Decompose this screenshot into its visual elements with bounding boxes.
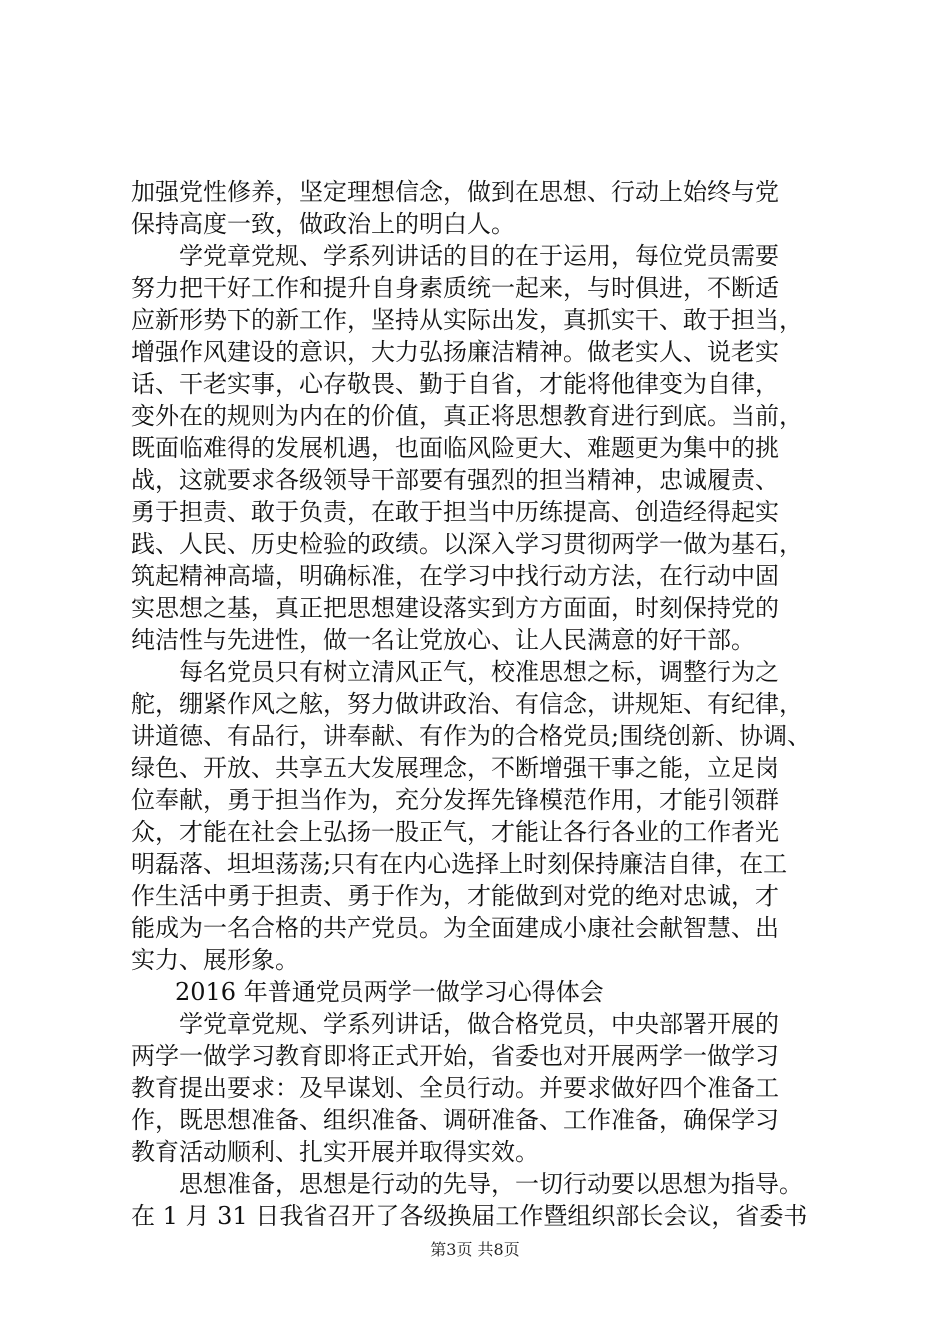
text-line: 明磊落、坦坦荡荡;只有在内心选择上时刻保持廉洁自律，在工 xyxy=(131,850,788,878)
text-line: 舵，绷紧作风之舷，努力做讲政治、有信念，讲规矩、有纪律， xyxy=(131,690,803,718)
document-body xyxy=(131,176,831,1232)
paragraph xyxy=(131,176,831,240)
text-line: 实思想之基，真正把思想建设落实到方方面面，时刻保持党的 xyxy=(131,594,779,622)
text-line: 作，既思想准备、组织准备、调研准备、工作准备，确保学习 xyxy=(131,1106,779,1134)
text-line: 保持高度一致，做政治上的明白人。 xyxy=(131,210,515,238)
text-line: 筑起精神高墙，明确标准，在学习中找行动方法，在行动中固 xyxy=(131,562,779,590)
text-line: 话、干老实事，心存敬畏、勤于自省，才能将他律变为自律， xyxy=(131,370,779,398)
text-line: 教育提出要求：及早谋划、全员行动。并要求做好四个准备工 xyxy=(131,1074,779,1102)
text-line: 实力、展形象。 xyxy=(131,946,299,974)
heading-line: 2016 年普通党员两学一做学习心得体会 xyxy=(175,978,604,1006)
text-line: 位奉献，勇于担当作为，充分发挥先锋模范作用，才能引领群 xyxy=(131,786,779,814)
text-line: 应新形势下的新工作，坚持从实际出发，真抓实干、敢于担当， xyxy=(131,306,803,334)
paragraph xyxy=(131,1168,831,1232)
section-heading xyxy=(131,976,831,1008)
text-line: 能成为一名合格的共产党员。为全面建成小康社会献智慧、出 xyxy=(131,914,779,942)
text-line: 在 1 月 31 日我省召开了各级换届工作暨组织部长会议，省委书 xyxy=(131,1202,808,1230)
text-line: 绿色、开放、共享五大发展理念，不断增强干事之能，立足岗 xyxy=(131,754,779,782)
paragraph xyxy=(131,656,831,976)
text-line: 勇于担责、敢于负责，在敢于担当中历练提高、创造经得起实 xyxy=(131,498,779,526)
text-line: 每名党员只有树立清风正气，校准思想之标，调整行为之 xyxy=(179,658,779,686)
text-line: 学党章党规、学系列讲话，做合格党员，中央部署开展的 xyxy=(179,1010,779,1038)
text-line: 既面临难得的发展机遇，也面临风险更大、难题更为集中的挑 xyxy=(131,434,779,462)
text-line: 纯洁性与先进性，做一名让党放心、让人民满意的好干部。 xyxy=(131,626,755,654)
text-line: 增强作风建设的意识，大力弘扬廉洁精神。做老实人、说老实 xyxy=(131,338,779,366)
text-line: 努力把干好工作和提升自身素质统一起来，与时俱进，不断适 xyxy=(131,274,779,302)
text-line: 学党章党规、学系列讲话的目的在于运用，每位党员需要 xyxy=(179,242,779,270)
text-line: 思想准备，思想是行动的先导，一切行动要以思想为指导。 xyxy=(179,1170,803,1198)
text-line: 变外在的规则为内在的价值，真正将思想教育进行到底。当前， xyxy=(131,402,803,430)
text-line: 两学一做学习教育即将正式开始，省委也对开展两学一做学习 xyxy=(131,1042,779,1070)
text-line: 教育活动顺利、扎实开展并取得实效。 xyxy=(131,1138,539,1166)
text-line: 讲道德、有品行，讲奉献、有作为的合格党员;围绕创新、协调、 xyxy=(131,722,812,750)
text-line: 战，这就要求各级领导干部要有强烈的担当精神，忠诚履责、 xyxy=(131,466,779,494)
text-line: 加强党性修养，坚定理想信念，做到在思想、行动上始终与党 xyxy=(131,178,779,206)
page-footer: 第3页 共8页 xyxy=(430,1240,520,1259)
text-line: 众，才能在社会上弘扬一股正气，才能让各行各业的工作者光 xyxy=(131,818,779,846)
text-line: 作生活中勇于担责、勇于作为，才能做到对党的绝对忠诚，才 xyxy=(131,882,779,910)
text-line: 践、人民、历史检验的政绩。以深入学习贯彻两学一做为基石， xyxy=(131,530,803,558)
paragraph xyxy=(131,1008,831,1168)
paragraph xyxy=(131,240,831,656)
